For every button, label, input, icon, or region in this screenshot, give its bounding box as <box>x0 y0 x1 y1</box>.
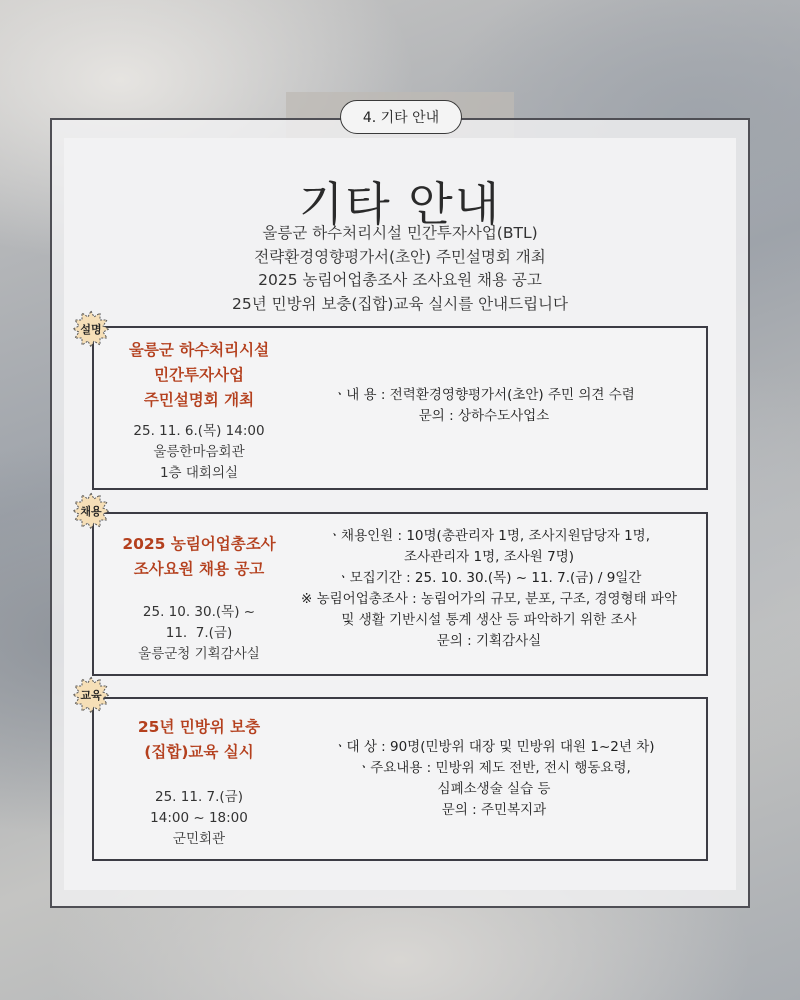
card-heading: 25년 민방위 보충 <box>137 718 261 736</box>
card-date: 25. 11. 7.(금) <box>155 789 243 805</box>
section-tab: 4. 기타 안내 <box>340 100 462 134</box>
card-location: 울릉군청 기획감사실 <box>138 646 260 662</box>
badge-label: 교육 <box>80 689 102 702</box>
subtitle-line: 25년 민방위 보충(집합)교육 실시를 안내드립니다 <box>231 294 568 313</box>
card-heading: 울릉군 하수처리시설 <box>128 341 270 359</box>
card-location: 울릉한마음회관 <box>153 444 245 460</box>
badge-label: 설명 <box>80 323 102 336</box>
card-location: 군민회관 <box>172 831 226 847</box>
card-date: 25. 10. 30.(목) ~ <box>142 604 256 620</box>
subtitle <box>0 222 800 316</box>
subtitle-line: 울릉군 하수처리시설 민간투자사업(BTL) <box>262 224 538 242</box>
detail-line: 문의 : 상하수도사업소 <box>418 408 550 424</box>
card-date: 11. 7.(금) <box>165 625 233 641</box>
card-heading: 조사요원 채용 공고 <box>133 560 265 578</box>
info-card-recruitment <box>92 512 708 676</box>
badge-label: 채용 <box>80 505 102 518</box>
detail-line: 문의 : 기획감사실 <box>436 633 542 649</box>
detail-line: ㆍ대 상 : 90명(민방위 대장 및 민방위 대원 1~2년 차) <box>333 739 655 755</box>
card-summary <box>94 532 304 665</box>
detail-line: ※ 농림어업총조사 : 농림어가의 규모, 분포, 구조, 경영형태 파악 <box>300 591 678 607</box>
detail-line: ㆍ내 용 : 전력환경영향평가서(초안) 주민 의견 수렴 <box>333 387 635 403</box>
card-summary <box>94 715 304 850</box>
info-card-briefing <box>92 326 708 490</box>
detail-line: 및 생활 기반시설 통계 생산 등 파악하기 위한 조사 <box>341 612 637 628</box>
card-details <box>294 737 694 821</box>
detail-line: ㆍ모집기간 : 25. 10. 30.(목) ~ 11. 7.(금) / 9일간 <box>336 570 642 586</box>
card-heading: 민간투자사업 <box>154 366 244 384</box>
badge-recruitment <box>72 492 110 530</box>
subtitle-line: 전략환경영향평가서(초안) 주민설명회 개최 <box>254 247 546 266</box>
card-details <box>304 385 664 427</box>
card-summary <box>94 338 304 484</box>
subtitle-line: 2025 농림어업총조사 조사요원 채용 공고 <box>258 271 542 289</box>
card-heading: 주민설명회 개최 <box>143 391 255 409</box>
card-details <box>279 526 699 652</box>
detail-line: ㆍ주요내용 : 민방위 제도 전반, 전시 행동요령, <box>357 760 631 776</box>
badge-briefing <box>72 310 110 348</box>
card-date: 25. 11. 6.(목) 14:00 <box>133 423 265 439</box>
detail-line: 문의 : 주민복지과 <box>441 802 547 818</box>
card-heading: (집합)교육 실시 <box>144 743 254 761</box>
badge-education <box>72 676 110 714</box>
detail-line: 심폐소생술 실습 등 <box>437 781 551 797</box>
detail-line: ㆍ채용인원 : 10명(총관리자 1명, 조사지원담당자 1명, <box>328 528 650 544</box>
card-location: 1층 대회의실 <box>159 465 239 481</box>
info-card-education <box>92 697 708 861</box>
card-time: 14:00 ~ 18:00 <box>150 810 248 826</box>
card-heading: 2025 농림어업총조사 <box>122 535 276 553</box>
detail-line: 조사관리자 1명, 조사원 7명) <box>403 549 575 565</box>
page-title: 기타 안내 <box>298 177 502 231</box>
